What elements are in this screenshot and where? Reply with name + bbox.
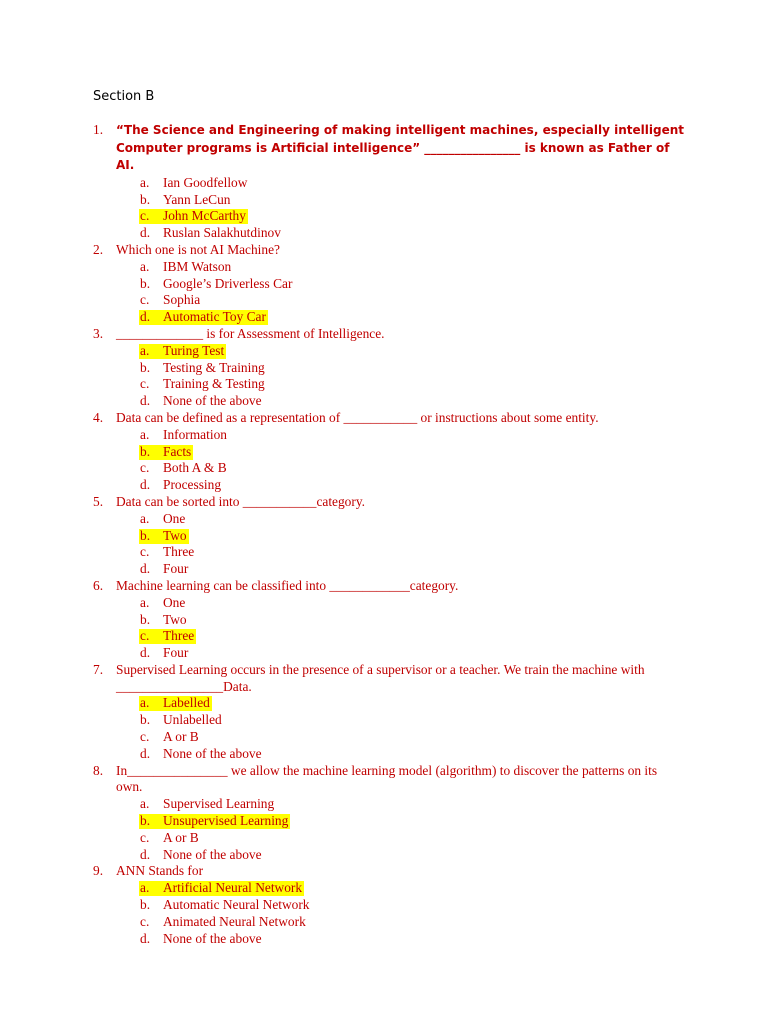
option-letter: b. — [140, 443, 151, 459]
option-text: None of the above — [163, 930, 262, 946]
option-letter: a. — [140, 695, 150, 711]
answer-option — [0, 259, 768, 276]
option-letter: d. — [140, 393, 151, 409]
option-list — [0, 595, 768, 662]
answer-option — [0, 746, 768, 763]
answer-option — [0, 595, 768, 612]
option-letter: d. — [140, 846, 151, 862]
answer-option — [0, 796, 768, 813]
option-letter: c. — [140, 292, 150, 308]
option-text: Yann LeCun — [163, 191, 231, 207]
option-text: None of the above — [163, 745, 262, 761]
option-letter: a. — [140, 594, 150, 610]
answer-option — [0, 175, 768, 192]
question-8 — [0, 763, 768, 864]
answer-option — [0, 897, 768, 914]
answer-option — [0, 376, 768, 393]
question-number: 9. — [93, 863, 104, 879]
question-text: Data can be defined as a representation of ___________ or instructions about some entity. — [116, 409, 599, 425]
question-number: 1. — [93, 122, 104, 137]
option-list — [0, 796, 768, 863]
answer-option-highlighted — [0, 528, 768, 545]
option-text: None of the above — [163, 393, 262, 409]
answer-option — [0, 477, 768, 494]
question-text: _____________ is for Assessment of Intelligence. — [116, 325, 385, 341]
option-text: One — [163, 594, 186, 610]
option-letter: c. — [140, 460, 150, 476]
option-letter: b. — [140, 712, 151, 728]
answer-option — [0, 561, 768, 578]
question-number: 6. — [93, 577, 104, 593]
answer-option — [0, 276, 768, 293]
option-text: Ian Goodfellow — [163, 174, 248, 190]
option-letter: d. — [140, 561, 151, 577]
question-number: 5. — [93, 493, 104, 509]
answer-option — [0, 192, 768, 209]
option-letter: d. — [140, 225, 151, 241]
option-letter: c. — [140, 628, 150, 644]
question-text: ANN Stands for — [116, 863, 204, 879]
option-text: Automatic Neural Network — [163, 897, 310, 913]
option-letter: a. — [140, 796, 150, 812]
option-letter: a. — [140, 426, 150, 442]
option-letter: c. — [140, 729, 150, 745]
option-text: Two — [163, 611, 187, 627]
option-text: Four — [163, 645, 189, 661]
option-text: Automatic Toy Car — [163, 309, 266, 325]
option-text: Animated Neural Network — [163, 913, 306, 929]
question-2 — [0, 242, 768, 326]
option-text: A or B — [163, 829, 199, 845]
answer-option-highlighted — [0, 880, 768, 897]
question-5 — [0, 494, 768, 578]
question-list — [0, 122, 768, 947]
option-letter: d. — [140, 930, 151, 946]
question-9 — [0, 863, 768, 947]
option-letter: b. — [140, 897, 151, 913]
question-text: “The Science and Engineering of making intelligent machines, especially intelligent Computer programs is Artificial intelligence” ________________ is known as Father of AI. — [116, 123, 685, 173]
answer-option — [0, 544, 768, 561]
answer-option — [0, 427, 768, 444]
question-number: 2. — [93, 241, 104, 257]
option-letter: d. — [140, 309, 151, 325]
answer-option — [0, 225, 768, 242]
option-list — [0, 343, 768, 410]
option-list — [0, 427, 768, 494]
answer-option — [0, 393, 768, 410]
option-letter: c. — [140, 208, 150, 224]
option-letter: a. — [140, 258, 150, 274]
answer-option — [0, 729, 768, 746]
option-text: Artificial Neural Network — [163, 880, 303, 896]
option-text: Turing Test — [163, 342, 225, 358]
option-text: John McCarthy — [163, 208, 246, 224]
answer-option — [0, 645, 768, 662]
option-text: Two — [163, 527, 187, 543]
option-letter: c. — [140, 544, 150, 560]
option-text: Three — [163, 628, 195, 644]
answer-option — [0, 931, 768, 948]
option-letter: d. — [140, 477, 151, 493]
option-text: One — [163, 510, 186, 526]
option-letter: b. — [140, 359, 151, 375]
option-text: IBM Watson — [163, 258, 232, 274]
question-text: Which one is not AI Machine? — [116, 241, 280, 257]
question-7 — [0, 662, 768, 763]
answer-option — [0, 712, 768, 729]
question-4 — [0, 410, 768, 494]
question-text: In_______________ we allow the machine learning model (algorithm) to discover the patterns on its own. — [116, 762, 658, 795]
option-text: Sophia — [163, 292, 201, 308]
option-text: Testing & Training — [163, 359, 265, 375]
option-list — [0, 511, 768, 578]
question-number: 8. — [93, 762, 104, 778]
question-number: 4. — [93, 409, 104, 425]
answer-option — [0, 460, 768, 477]
option-letter: d. — [140, 645, 151, 661]
option-list — [0, 880, 768, 947]
question-text: Machine learning can be classified into ____________category. — [116, 577, 459, 593]
option-letter: a. — [140, 342, 150, 358]
option-letter: a. — [140, 880, 150, 896]
question-6 — [0, 578, 768, 662]
option-text: Information — [163, 426, 227, 442]
option-letter: a. — [140, 174, 150, 190]
answer-option-highlighted — [0, 628, 768, 645]
option-list — [0, 695, 768, 762]
option-text: A or B — [163, 729, 199, 745]
answer-option — [0, 612, 768, 629]
option-letter: b. — [140, 611, 151, 627]
option-text: Training & Testing — [163, 376, 265, 392]
answer-option-highlighted — [0, 813, 768, 830]
question-3 — [0, 326, 768, 410]
answer-option — [0, 360, 768, 377]
option-text: Google’s Driverless Car — [163, 275, 293, 291]
option-text: Three — [163, 544, 195, 560]
option-text: Supervised Learning — [163, 796, 275, 812]
option-list — [0, 175, 768, 242]
option-letter: b. — [140, 275, 151, 291]
option-letter: c. — [140, 829, 150, 845]
option-letter: b. — [140, 813, 151, 829]
option-letter: a. — [140, 510, 150, 526]
option-text: None of the above — [163, 846, 262, 862]
question-number: 7. — [93, 661, 104, 677]
option-letter: c. — [140, 913, 150, 929]
answer-option — [0, 847, 768, 864]
option-text: Labelled — [163, 695, 210, 711]
answer-option-highlighted — [0, 444, 768, 461]
option-letter: d. — [140, 745, 151, 761]
answer-option — [0, 914, 768, 931]
option-letter: b. — [140, 191, 151, 207]
answer-option — [0, 292, 768, 309]
question-number: 3. — [93, 325, 104, 341]
answer-option — [0, 511, 768, 528]
answer-option-highlighted — [0, 695, 768, 712]
question-1 — [0, 122, 768, 242]
answer-option-highlighted — [0, 343, 768, 360]
answer-option-highlighted — [0, 208, 768, 225]
option-text: Four — [163, 561, 189, 577]
answer-option-highlighted — [0, 309, 768, 326]
option-list — [0, 259, 768, 326]
option-letter: b. — [140, 527, 151, 543]
question-text: Supervised Learning occurs in the presence of a supervisor or a teacher. We train the machine with ________________Data. — [116, 661, 645, 694]
section-title: Section B — [93, 89, 155, 104]
option-text: Ruslan Salakhutdinov — [163, 225, 281, 241]
option-text: Processing — [163, 477, 222, 493]
option-text: Unlabelled — [163, 712, 222, 728]
option-text: Facts — [163, 443, 192, 459]
option-text: Unsupervised Learning — [163, 813, 289, 829]
option-letter: c. — [140, 376, 150, 392]
answer-option — [0, 830, 768, 847]
option-text: Both A & B — [163, 460, 227, 476]
question-text: Data can be sorted into ___________category. — [116, 493, 366, 509]
